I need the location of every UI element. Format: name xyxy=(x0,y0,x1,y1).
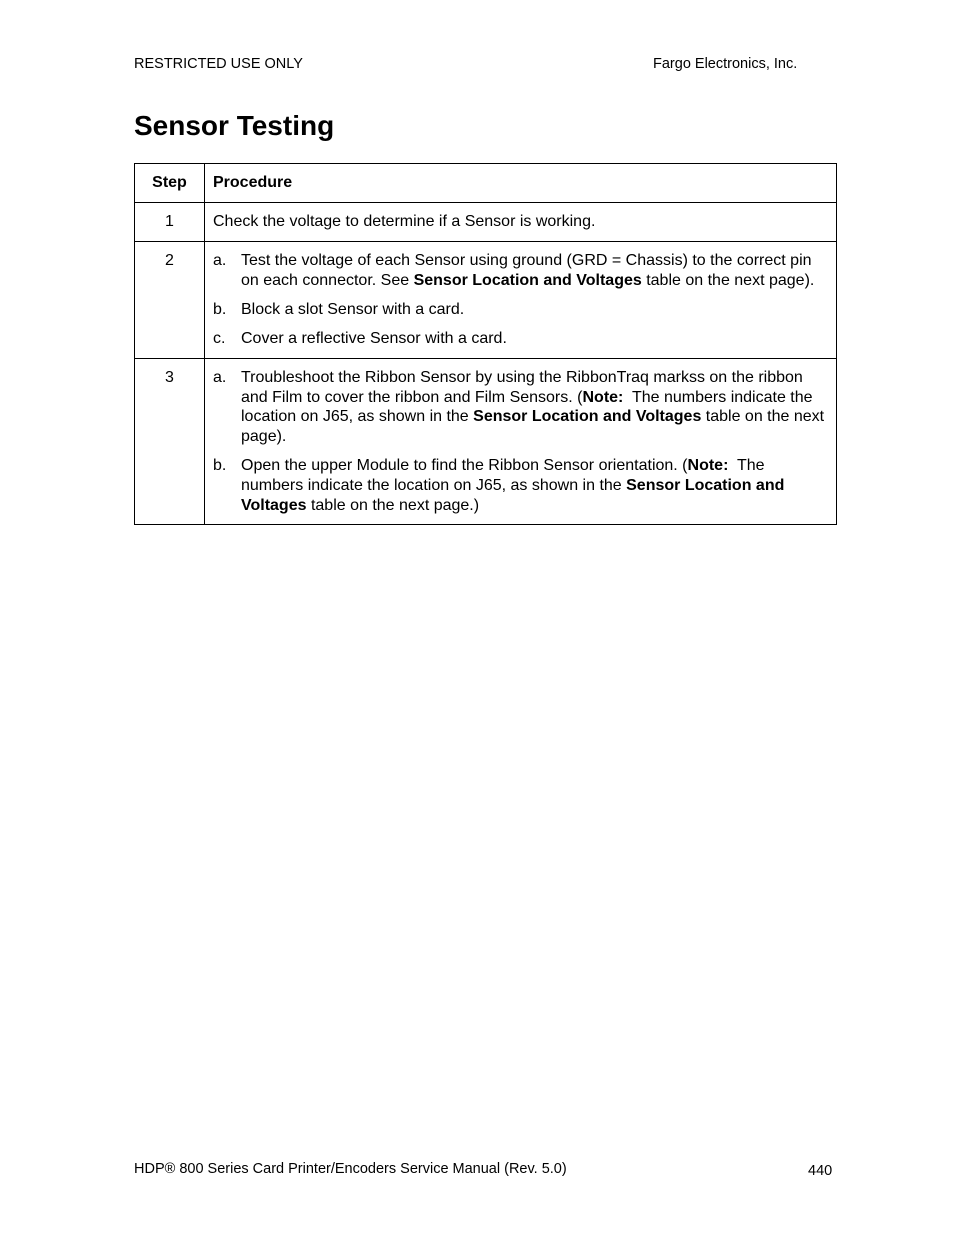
note-label: Note: xyxy=(687,457,729,475)
page-number: 440 xyxy=(808,1163,833,1179)
item-text: Cover a reflective Sensor with a card. xyxy=(241,330,507,348)
table-header-row xyxy=(135,164,837,203)
table-row xyxy=(135,242,837,359)
cross-reference: Sensor Location and Voltages xyxy=(413,271,642,289)
running-header-left: RESTRICTED USE ONLY xyxy=(134,56,303,72)
table-row xyxy=(135,203,837,242)
page-title: Sensor Testing xyxy=(134,110,335,141)
step-column-header: Step xyxy=(135,164,205,203)
procedure-item xyxy=(213,251,828,290)
item-text: Test the voltage of each Sensor using ground (GRD = Chassis) to the correct pin on each connector. See Sensor Location and Voltages table on the next page). xyxy=(241,252,815,289)
procedure-item xyxy=(213,456,828,515)
item-letter: b. xyxy=(213,457,227,475)
item-letter: a. xyxy=(213,252,227,269)
procedure-item xyxy=(213,300,828,320)
running-header-right: Fargo Electronics, Inc. xyxy=(653,56,798,72)
procedure-table xyxy=(134,163,837,525)
item-text: Block a slot Sensor with a card. xyxy=(241,300,465,318)
item-text: Open the upper Module to find the Ribbon Sensor orientation. (Note: The numbers indicate the location on J65, as shown in the Sensor Location and Voltages table on the next page.) xyxy=(241,457,785,514)
note-label: Note: xyxy=(582,388,624,406)
procedure-cell xyxy=(205,242,837,359)
procedure-item xyxy=(213,368,828,447)
procedure-column-header: Procedure xyxy=(205,164,837,203)
step-number: 2 xyxy=(135,242,205,359)
procedure-text: Check the voltage to determine if a Sensor is working. xyxy=(205,203,837,242)
step-number: 3 xyxy=(135,358,205,524)
procedure-cell xyxy=(205,358,837,524)
cross-reference: Sensor Location and Voltages xyxy=(473,408,702,426)
item-text: Troubleshoot the Ribbon Sensor by using the RibbonTraq markss on the ribbon and Film to cover the ribbon and Film Sensors. (Note: The numbers indicate the location on J65, as shown in the Sensor Location and Voltages table on the next page). xyxy=(241,368,825,445)
item-letter: a. xyxy=(213,368,227,386)
running-footer-title: HDP® 800 Series Card Printer/Encoders Service Manual (Rev. 5.0) xyxy=(134,1161,567,1177)
item-letter: b. xyxy=(213,300,227,318)
cross-reference: Sensor Location and Voltages xyxy=(241,476,785,514)
procedure-item xyxy=(213,329,828,349)
step-number: 1 xyxy=(135,203,205,242)
item-letter: c. xyxy=(213,330,226,348)
table-row xyxy=(135,358,837,524)
